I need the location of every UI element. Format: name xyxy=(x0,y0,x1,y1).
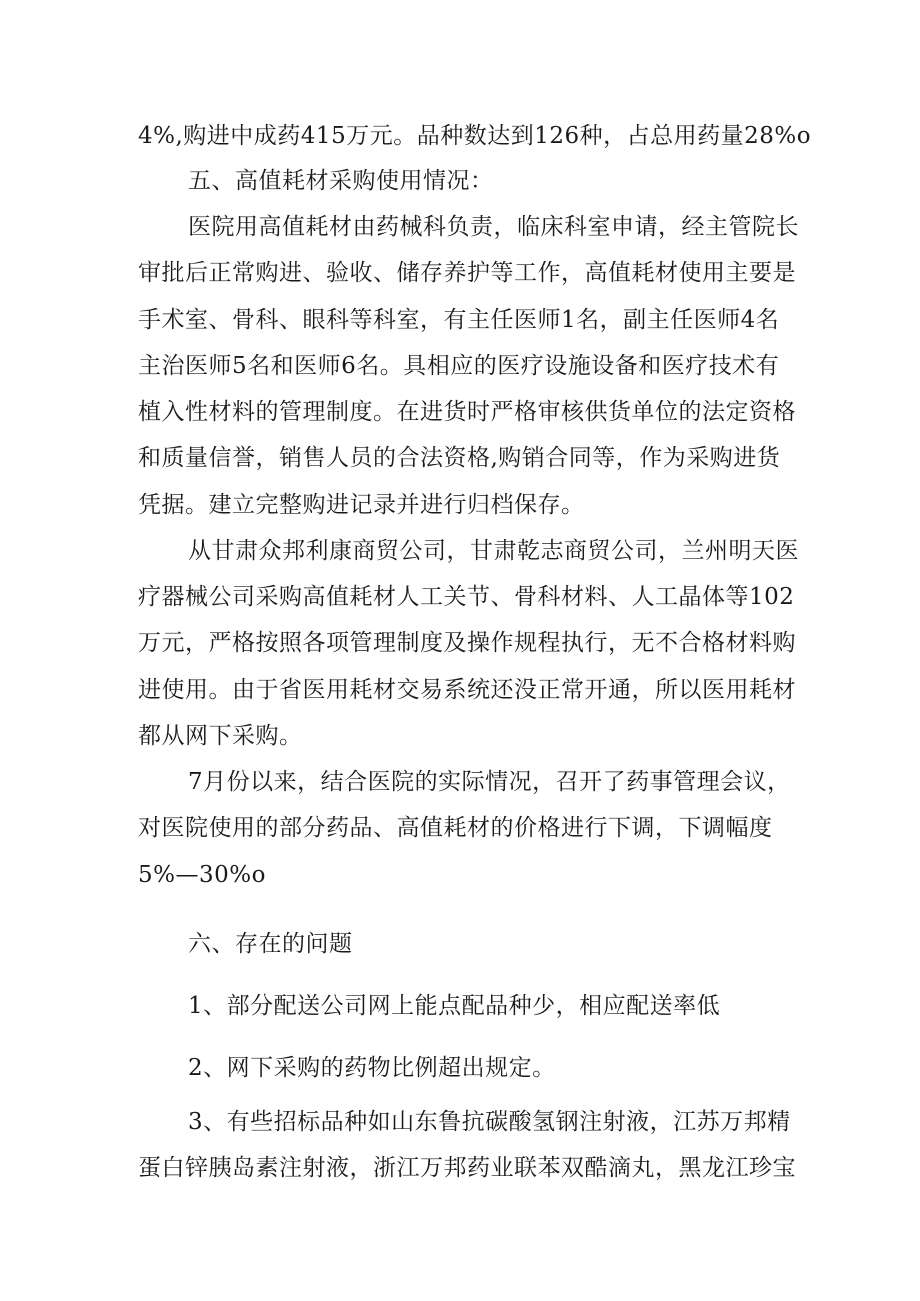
text-line: 医院用高值耗材由药械科负责，临床科室申请，经主管院长 xyxy=(188,214,799,240)
text-line: 和质量信誉，销售人员的合法资格,购销合同等，作为采购进货 xyxy=(138,445,781,471)
text-line: 植入性材料的管理制度。在进货时严格审核供货单位的法定资格 xyxy=(138,399,796,425)
text-line: 从甘肃众邦利康商贸公司，甘肃乾志商贸公司，兰州明天医 xyxy=(188,538,799,564)
text-line: 疗器械公司采购高值耗材人工关节、骨科材料、人工晶体等102 xyxy=(138,584,795,610)
text-line: 5%—30%o xyxy=(138,862,266,888)
text-line: 7月份以来，结合医院的实际情况，召开了药事管理会议， xyxy=(188,769,791,795)
section-heading: 五、高值耗材采购使用情况： xyxy=(188,168,494,194)
text-line: 凭据。建立完整购进记录并进行归档保存。 xyxy=(138,492,585,518)
text-line: 审批后正常购进、验收、储存养护等工作，高值耗材使用主要是 xyxy=(138,260,796,286)
text-line: 蛋白锌胰岛素注射液，浙江万邦药业联苯双酷滴丸，黑龙江珍宝 xyxy=(138,1155,796,1181)
text-line: 都从网下采购。 xyxy=(138,723,303,749)
list-item: 2、网下采购的药物比例超出规定。 xyxy=(188,1055,556,1081)
list-item: 1、部分配送公司网上能点配品种少，相应配送率低 xyxy=(188,993,721,1019)
text-line: 手术室、骨科、眼科等科室，有主任医师1名，副主任医师4名 xyxy=(138,307,780,333)
text-line: 对医院使用的部分药品、高值耗材的价格进行下调，下调幅度 xyxy=(138,815,773,841)
text-line: 主治医师5名和医师6名。具相应的医疗设施设备和医疗技术有 xyxy=(138,353,780,379)
list-item: 3、有些招标品种如山东鲁抗碳酸氢钢注射液，江苏万邦精 xyxy=(188,1109,791,1135)
text-line: 4%,购进中成药415万元。品种数达到126种，占总用药量28%o xyxy=(138,123,812,149)
text-line: 万元，严格按照各项管理制度及操作规程执行，无不合格材料购 xyxy=(138,630,796,656)
section-heading: 六、存在的问题 xyxy=(188,931,353,957)
text-line: 进使用。由于省医用耗材交易系统还没正常开通，所以医用耗材 xyxy=(138,677,796,703)
